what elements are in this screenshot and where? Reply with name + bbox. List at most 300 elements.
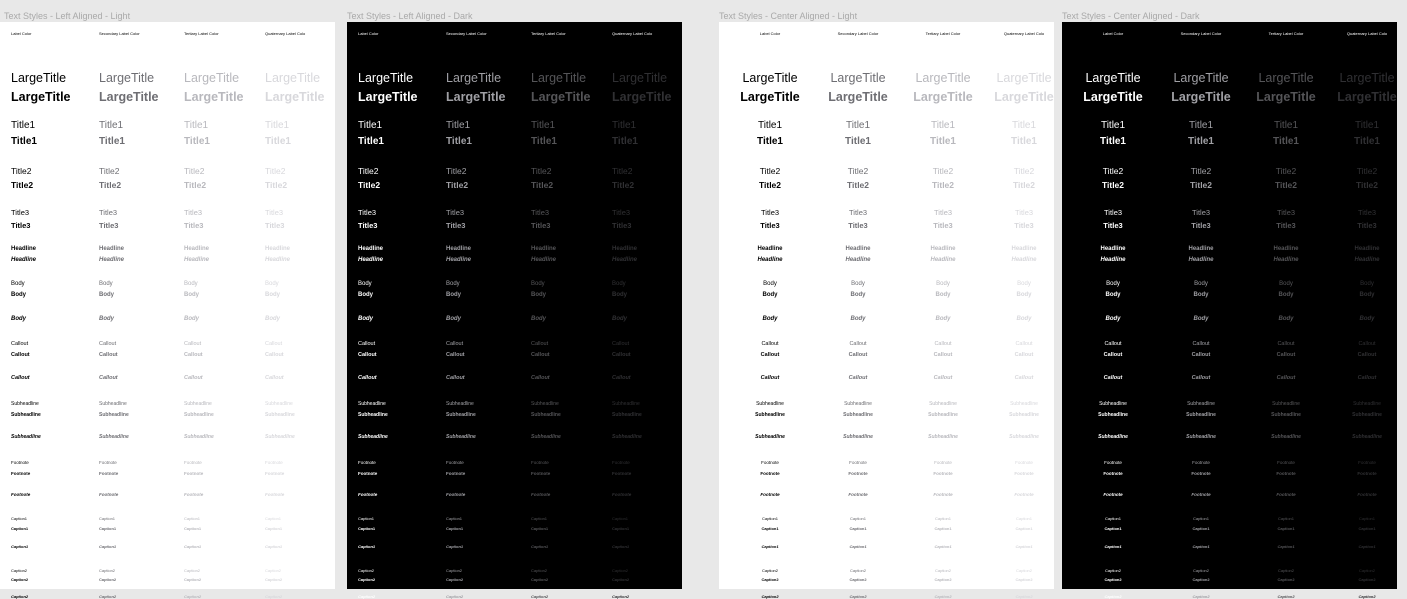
text-style-sample[interactable]: Footnote — [184, 492, 204, 497]
text-style-sample[interactable]: Subheadline — [11, 401, 39, 407]
text-style-sample[interactable]: Subheadline — [184, 401, 212, 407]
text-style-sample[interactable]: Title2 — [184, 180, 207, 190]
text-style-sample[interactable]: Title2 — [1356, 166, 1378, 176]
text-style-sample[interactable]: Subheadline — [358, 401, 386, 407]
text-style-sample[interactable]: Title1 — [531, 120, 556, 131]
text-style-sample[interactable]: Subheadline — [928, 412, 958, 418]
text-style-sample[interactable]: LargeTitle — [531, 90, 591, 104]
text-style-sample[interactable]: Footnote — [934, 460, 952, 465]
text-style-sample[interactable]: LargeTitle — [1171, 90, 1231, 104]
text-style-sample[interactable]: Title3 — [531, 221, 551, 230]
text-style-sample[interactable]: Callout — [1103, 352, 1123, 358]
text-style-sample[interactable]: Subheadline — [1353, 401, 1381, 407]
text-style-sample[interactable]: LargeTitle — [531, 71, 587, 85]
text-style-sample[interactable]: Title2 — [847, 166, 869, 176]
frame-title[interactable]: Text Styles - Left Aligned - Dark — [347, 11, 473, 21]
text-style-sample[interactable]: Subheadline — [929, 401, 957, 407]
text-style-sample[interactable]: Title1 — [184, 136, 210, 147]
text-style-sample[interactable]: Body — [531, 292, 546, 298]
text-style-sample[interactable]: Caption1 — [612, 544, 630, 549]
text-style-sample[interactable]: Caption1 — [1104, 516, 1121, 521]
text-style-sample[interactable]: Caption2 — [358, 577, 376, 582]
text-style-sample[interactable]: LargeTitle — [612, 90, 672, 104]
text-style-sample[interactable]: Footnote — [612, 471, 632, 476]
text-style-sample[interactable]: Subheadline — [1099, 401, 1127, 407]
text-style-sample[interactable]: Caption1 — [934, 544, 952, 549]
text-style-sample[interactable]: Body — [1106, 281, 1120, 287]
text-style-sample[interactable]: Callout — [1014, 352, 1034, 358]
text-style-sample[interactable]: Caption2 — [1192, 568, 1209, 573]
text-style-sample[interactable]: Caption2 — [612, 594, 630, 599]
text-style-sample[interactable]: Subheadline — [1098, 434, 1128, 440]
text-style-sample[interactable]: Caption1 — [1104, 544, 1122, 549]
text-style-sample[interactable]: Body — [1194, 281, 1208, 287]
text-style-sample[interactable]: Title1 — [358, 136, 384, 147]
text-style-sample[interactable]: Title2 — [1013, 166, 1035, 176]
text-style-sample[interactable]: Callout — [446, 341, 464, 347]
text-style-sample[interactable]: Headline — [1188, 257, 1214, 263]
text-style-sample[interactable]: LargeTitle — [265, 90, 325, 104]
text-style-sample[interactable]: Caption1 — [1192, 544, 1210, 549]
text-style-sample[interactable]: Callout — [265, 341, 283, 347]
text-style-sample[interactable]: Callout — [358, 352, 377, 358]
text-style-sample[interactable]: Caption1 — [1015, 526, 1033, 531]
text-style-sample[interactable]: Caption2 — [1015, 594, 1033, 599]
text-style-sample[interactable]: Title3 — [358, 221, 378, 230]
text-style-sample[interactable]: Subheadline — [755, 434, 785, 440]
text-style-sample[interactable]: Footnote — [612, 460, 630, 465]
text-style-sample[interactable]: LargeTitle — [265, 71, 321, 85]
text-style-sample[interactable]: Footnote — [760, 471, 780, 476]
text-style-sample[interactable]: Title2 — [446, 166, 467, 176]
text-style-sample[interactable]: Subheadline — [755, 412, 785, 418]
text-style-sample[interactable]: Callout — [848, 375, 868, 381]
text-style-sample[interactable]: Caption2 — [1277, 594, 1295, 599]
text-style-sample[interactable]: Footnote — [11, 471, 31, 476]
text-style-sample[interactable]: Footnote — [1358, 460, 1376, 465]
text-style-sample[interactable]: Callout — [11, 375, 30, 381]
text-style-sample[interactable]: Title2 — [846, 180, 870, 190]
text-style-sample[interactable]: LargeTitle — [1085, 71, 1141, 85]
text-style-sample[interactable]: LargeTitle — [994, 90, 1054, 104]
text-style-sample[interactable]: Caption1 — [446, 544, 464, 549]
text-style-sample[interactable]: LargeTitle — [184, 90, 244, 104]
frame-title[interactable]: Text Styles - Left Aligned - Light — [4, 11, 131, 21]
text-style-sample[interactable]: Body — [99, 292, 114, 298]
text-style-sample[interactable]: Subheadline — [928, 434, 958, 440]
text-style-sample[interactable]: Subheadline — [612, 434, 642, 440]
text-style-sample[interactable]: Body — [531, 281, 545, 287]
text-style-sample[interactable]: Subheadline — [1186, 412, 1216, 418]
text-style-sample[interactable]: Caption2 — [358, 594, 376, 599]
text-style-sample[interactable]: Caption1 — [99, 526, 117, 531]
text-style-sample[interactable]: Title2 — [265, 166, 286, 176]
text-style-sample[interactable]: Title3 — [184, 221, 204, 230]
text-style-sample[interactable]: Body — [1016, 316, 1032, 322]
text-style-sample[interactable]: Footnote — [1357, 492, 1377, 497]
text-style-sample[interactable]: Caption1 — [265, 544, 283, 549]
text-style-sample[interactable]: Callout — [1014, 375, 1034, 381]
text-style-sample[interactable]: Title1 — [612, 120, 637, 131]
text-style-sample[interactable]: Footnote — [358, 460, 376, 465]
text-style-sample[interactable]: Footnote — [184, 460, 202, 465]
text-style-sample[interactable]: Body — [1016, 292, 1032, 298]
frame-text-styles-left-aligned-light[interactable] — [0, 22, 335, 599]
text-style-sample[interactable]: Body — [446, 281, 460, 287]
text-style-sample[interactable]: Body — [11, 281, 25, 287]
text-style-sample[interactable]: Title3 — [1357, 221, 1377, 230]
text-style-sample[interactable]: Caption1 — [761, 544, 779, 549]
text-style-sample[interactable]: LargeTitle — [828, 90, 888, 104]
text-style-sample[interactable]: Subheadline — [358, 434, 388, 440]
text-style-sample[interactable]: Title3 — [1191, 221, 1211, 230]
text-style-sample[interactable]: Body — [1278, 292, 1294, 298]
text-style-sample[interactable]: LargeTitle — [830, 71, 886, 85]
text-style-sample[interactable]: Callout — [99, 341, 117, 347]
text-style-sample[interactable]: Body — [1105, 316, 1121, 322]
text-style-sample[interactable]: Subheadline — [531, 412, 561, 418]
text-style-sample[interactable]: Title2 — [1190, 166, 1212, 176]
text-style-sample[interactable]: Callout — [11, 341, 29, 347]
text-style-sample[interactable]: Title3 — [11, 221, 31, 230]
text-style-sample[interactable]: Headline — [265, 257, 291, 263]
text-style-sample[interactable]: Body — [184, 316, 199, 322]
text-style-sample[interactable]: Caption1 — [849, 526, 867, 531]
text-style-sample[interactable]: Callout — [1191, 352, 1211, 358]
text-style-sample[interactable]: Headline — [1100, 246, 1126, 252]
text-style-sample[interactable]: LargeTitle — [913, 90, 973, 104]
text-style-sample[interactable]: Title1 — [184, 120, 209, 131]
text-style-sample[interactable]: Subheadline — [99, 412, 129, 418]
text-style-sample[interactable]: Footnote — [531, 492, 551, 497]
text-style-sample[interactable]: Footnote — [760, 492, 780, 497]
text-style-sample[interactable]: Title3 — [612, 221, 632, 230]
text-style-sample[interactable]: LargeTitle — [446, 71, 502, 85]
text-style-sample[interactable]: Title1 — [930, 136, 956, 147]
text-style-sample[interactable]: Caption2 — [934, 577, 952, 582]
text-style-sample[interactable]: Subheadline — [11, 434, 41, 440]
text-style-sample[interactable]: Title3 — [265, 221, 285, 230]
text-style-sample[interactable]: Headline — [531, 257, 557, 263]
text-style-sample[interactable]: Subheadline — [446, 412, 476, 418]
text-style-sample[interactable]: Headline — [265, 246, 291, 252]
text-style-sample[interactable]: Body — [1193, 292, 1209, 298]
text-style-sample[interactable]: Caption2 — [531, 594, 549, 599]
text-style-sample[interactable]: Headline — [612, 246, 638, 252]
text-style-sample[interactable]: Title2 — [1274, 180, 1298, 190]
text-style-sample[interactable]: Body — [358, 292, 373, 298]
text-style-sample[interactable]: Title2 — [99, 166, 120, 176]
text-style-sample[interactable]: Caption1 — [612, 516, 629, 521]
text-style-sample[interactable]: Title3 — [1191, 208, 1211, 217]
text-style-sample[interactable]: Body — [612, 281, 626, 287]
frame-text-styles-left-aligned-dark[interactable] — [347, 22, 682, 599]
text-style-sample[interactable]: Caption2 — [99, 577, 117, 582]
text-style-sample[interactable]: Footnote — [1191, 492, 1211, 497]
text-style-sample[interactable]: Caption1 — [358, 516, 375, 521]
text-style-sample[interactable]: Headline — [358, 246, 384, 252]
frame-text-styles-center-aligned-light[interactable] — [719, 22, 1054, 599]
text-style-sample[interactable]: Caption2 — [1192, 594, 1210, 599]
text-style-sample[interactable]: Title2 — [358, 180, 381, 190]
text-style-sample[interactable]: Headline — [11, 257, 37, 263]
text-style-sample[interactable]: Footnote — [99, 460, 117, 465]
text-style-sample[interactable]: Headline — [446, 246, 472, 252]
text-style-sample[interactable]: Caption2 — [1192, 577, 1210, 582]
text-style-sample[interactable]: Headline — [358, 257, 384, 263]
text-style-sample[interactable]: Title2 — [11, 166, 32, 176]
text-style-sample[interactable]: Subheadline — [265, 434, 295, 440]
text-style-sample[interactable]: Subheadline — [531, 434, 561, 440]
text-style-sample[interactable]: Caption2 — [761, 568, 778, 573]
text-style-sample[interactable]: Headline — [1011, 257, 1037, 263]
text-style-sample[interactable]: Caption2 — [1104, 568, 1121, 573]
text-style-sample[interactable]: Title1 — [1100, 120, 1126, 131]
text-style-sample[interactable]: Title3 — [446, 221, 466, 230]
text-style-sample[interactable]: Body — [935, 316, 951, 322]
text-style-sample[interactable]: Caption1 — [1015, 516, 1032, 521]
text-style-sample[interactable]: Caption1 — [184, 544, 202, 549]
text-style-sample[interactable]: Title2 — [265, 180, 288, 190]
text-style-sample[interactable]: Title2 — [11, 180, 34, 190]
text-style-sample[interactable]: Title3 — [1103, 221, 1123, 230]
text-style-sample[interactable]: Headline — [1354, 257, 1380, 263]
text-style-sample[interactable]: Footnote — [849, 460, 867, 465]
text-style-sample[interactable]: Callout — [760, 352, 780, 358]
text-style-sample[interactable]: Title1 — [612, 136, 638, 147]
text-style-sample[interactable]: Footnote — [848, 492, 868, 497]
text-style-sample[interactable]: Caption1 — [446, 516, 463, 521]
text-style-sample[interactable]: Callout — [1191, 375, 1211, 381]
text-style-sample[interactable]: Subheadline — [184, 434, 214, 440]
text-style-sample[interactable]: Title3 — [1276, 221, 1296, 230]
text-style-sample[interactable]: Caption1 — [1192, 516, 1209, 521]
text-style-sample[interactable]: Callout — [760, 375, 780, 381]
text-style-sample[interactable]: Caption1 — [1104, 526, 1122, 531]
text-style-sample[interactable]: Title3 — [848, 208, 868, 217]
text-style-sample[interactable]: Caption1 — [446, 526, 464, 531]
text-style-sample[interactable]: Body — [99, 316, 114, 322]
text-style-sample[interactable]: LargeTitle — [99, 71, 155, 85]
text-style-sample[interactable]: Title2 — [358, 166, 379, 176]
text-style-sample[interactable]: Caption2 — [265, 594, 283, 599]
text-style-sample[interactable]: Callout — [184, 375, 203, 381]
text-style-sample[interactable]: LargeTitle — [1083, 90, 1143, 104]
text-style-sample[interactable]: Caption2 — [849, 577, 867, 582]
text-style-sample[interactable]: Title2 — [758, 180, 782, 190]
text-style-sample[interactable]: Subheadline — [1272, 401, 1300, 407]
text-style-sample[interactable]: Caption2 — [265, 577, 283, 582]
text-style-sample[interactable]: Body — [1193, 316, 1209, 322]
text-style-sample[interactable]: Subheadline — [843, 412, 873, 418]
text-style-sample[interactable]: Caption1 — [1358, 544, 1376, 549]
text-style-sample[interactable]: Caption1 — [358, 526, 376, 531]
text-style-sample[interactable]: Title3 — [1014, 221, 1034, 230]
text-style-sample[interactable]: Body — [762, 316, 778, 322]
text-style-sample[interactable]: Body — [1359, 316, 1375, 322]
text-style-sample[interactable]: Title2 — [446, 180, 469, 190]
text-style-sample[interactable]: LargeTitle — [11, 71, 67, 85]
text-style-sample[interactable]: Caption2 — [184, 577, 202, 582]
text-style-sample[interactable]: Body — [1360, 281, 1374, 287]
text-style-sample[interactable]: Title3 — [1103, 208, 1123, 217]
text-style-sample[interactable]: Caption2 — [1277, 577, 1295, 582]
text-style-sample[interactable]: Caption1 — [11, 544, 29, 549]
text-style-sample[interactable]: Title3 — [760, 221, 780, 230]
frame-title[interactable]: Text Styles - Center Aligned - Dark — [1062, 11, 1200, 21]
text-style-sample[interactable]: Caption2 — [446, 577, 464, 582]
text-style-sample[interactable]: Footnote — [446, 471, 466, 476]
text-style-sample[interactable]: Callout — [1103, 375, 1123, 381]
text-style-sample[interactable]: Caption2 — [761, 577, 779, 582]
text-style-sample[interactable]: Subheadline — [265, 412, 295, 418]
text-style-sample[interactable]: Title1 — [358, 120, 383, 131]
text-style-sample[interactable]: Title3 — [848, 221, 868, 230]
text-style-sample[interactable]: Caption1 — [184, 526, 202, 531]
text-style-sample[interactable]: Footnote — [1014, 471, 1034, 476]
frame-text-styles-center-aligned-dark[interactable] — [1062, 22, 1397, 599]
text-style-sample[interactable]: Caption1 — [99, 516, 116, 521]
text-style-sample[interactable]: LargeTitle — [358, 71, 414, 85]
text-style-sample[interactable]: Callout — [612, 375, 631, 381]
text-style-sample[interactable]: Headline — [11, 246, 37, 252]
text-style-sample[interactable]: Callout — [531, 375, 550, 381]
text-style-sample[interactable]: Callout — [358, 341, 376, 347]
text-style-sample[interactable]: Body — [99, 281, 113, 287]
text-style-sample[interactable]: Title1 — [757, 136, 783, 147]
text-style-sample[interactable]: Title1 — [99, 120, 124, 131]
text-style-sample[interactable]: Title2 — [1189, 180, 1213, 190]
text-style-sample[interactable]: Title1 — [446, 120, 471, 131]
text-style-sample[interactable]: Subheadline — [1271, 412, 1301, 418]
text-style-sample[interactable]: Callout — [99, 352, 118, 358]
text-style-sample[interactable]: Headline — [184, 257, 210, 263]
text-style-sample[interactable]: Callout — [99, 375, 118, 381]
text-style-sample[interactable]: Caption1 — [1192, 526, 1210, 531]
text-style-sample[interactable]: Callout — [184, 352, 203, 358]
text-style-sample[interactable]: Title3 — [446, 208, 465, 217]
text-style-sample[interactable]: Headline — [1273, 257, 1299, 263]
text-style-sample[interactable]: Title2 — [759, 166, 781, 176]
text-style-sample[interactable]: Title2 — [1102, 166, 1124, 176]
text-style-sample[interactable]: Caption1 — [849, 516, 866, 521]
text-style-sample[interactable]: Headline — [845, 257, 871, 263]
text-style-sample[interactable]: LargeTitle — [1258, 71, 1314, 85]
text-style-sample[interactable]: Callout — [849, 341, 867, 347]
text-style-sample[interactable]: Title1 — [1354, 120, 1380, 131]
text-style-sample[interactable]: Caption1 — [1277, 516, 1294, 521]
text-style-sample[interactable]: LargeTitle — [1256, 90, 1316, 104]
text-style-sample[interactable]: Subheadline — [1009, 434, 1039, 440]
text-style-sample[interactable]: Headline — [930, 257, 956, 263]
text-style-sample[interactable]: Title3 — [1276, 208, 1296, 217]
text-style-sample[interactable]: Callout — [265, 352, 284, 358]
text-style-sample[interactable]: Title3 — [184, 208, 203, 217]
text-style-sample[interactable]: Caption1 — [761, 526, 779, 531]
text-style-sample[interactable]: Caption1 — [761, 516, 778, 521]
text-style-sample[interactable]: Title1 — [11, 120, 36, 131]
text-style-sample[interactable]: Title1 — [1188, 120, 1214, 131]
text-style-sample[interactable]: Subheadline — [1186, 434, 1216, 440]
text-style-sample[interactable]: Caption2 — [184, 568, 201, 573]
text-style-sample[interactable]: Title1 — [99, 136, 125, 147]
text-style-sample[interactable]: LargeTitle — [446, 90, 506, 104]
text-style-sample[interactable]: Subheadline — [184, 412, 214, 418]
text-style-sample[interactable]: Footnote — [1276, 492, 1296, 497]
text-style-sample[interactable]: LargeTitle — [740, 90, 800, 104]
text-style-sample[interactable]: Title1 — [265, 136, 291, 147]
text-style-sample[interactable]: Callout — [1357, 352, 1377, 358]
text-style-sample[interactable]: Caption1 — [1358, 526, 1376, 531]
text-style-sample[interactable]: Footnote — [358, 492, 378, 497]
frame-title[interactable]: Text Styles - Center Aligned - Light — [719, 11, 858, 21]
text-style-sample[interactable]: Caption1 — [358, 544, 376, 549]
text-style-sample[interactable]: Footnote — [11, 460, 29, 465]
text-style-sample[interactable]: Subheadline — [446, 434, 476, 440]
text-style-sample[interactable]: Footnote — [99, 471, 119, 476]
text-style-sample[interactable]: Caption1 — [531, 516, 548, 521]
text-style-sample[interactable]: Caption2 — [11, 577, 29, 582]
text-style-sample[interactable]: Caption2 — [761, 594, 779, 599]
text-style-sample[interactable]: Footnote — [1191, 471, 1211, 476]
text-style-sample[interactable]: Caption1 — [531, 526, 549, 531]
text-style-sample[interactable]: Caption2 — [11, 568, 28, 573]
text-style-sample[interactable]: Footnote — [1104, 460, 1122, 465]
text-style-sample[interactable]: Callout — [1357, 375, 1377, 381]
text-style-sample[interactable]: Caption2 — [358, 568, 375, 573]
text-style-sample[interactable]: Body — [11, 316, 26, 322]
text-style-sample[interactable]: Caption1 — [11, 526, 29, 531]
text-style-sample[interactable]: Callout — [531, 341, 549, 347]
text-style-sample[interactable]: Subheadline — [612, 412, 642, 418]
text-style-sample[interactable]: Footnote — [184, 471, 204, 476]
text-style-sample[interactable]: Title2 — [1355, 180, 1379, 190]
text-style-sample[interactable]: Callout — [934, 341, 952, 347]
text-style-sample[interactable]: Title3 — [933, 208, 953, 217]
text-style-sample[interactable]: Headline — [757, 246, 783, 252]
text-style-sample[interactable]: Title1 — [446, 136, 472, 147]
text-style-sample[interactable]: Footnote — [933, 471, 953, 476]
text-style-sample[interactable]: Footnote — [265, 492, 285, 497]
text-style-sample[interactable]: Headline — [446, 257, 472, 263]
text-style-sample[interactable]: Title3 — [1014, 208, 1034, 217]
text-style-sample[interactable]: LargeTitle — [1337, 90, 1397, 104]
text-style-sample[interactable]: Callout — [1358, 341, 1376, 347]
text-style-sample[interactable]: Callout — [11, 352, 30, 358]
text-style-sample[interactable]: Footnote — [265, 460, 283, 465]
text-style-sample[interactable]: Body — [1105, 292, 1121, 298]
text-style-sample[interactable]: Subheadline — [531, 401, 559, 407]
text-style-sample[interactable]: LargeTitle — [996, 71, 1052, 85]
text-style-sample[interactable]: LargeTitle — [99, 90, 159, 104]
text-style-sample[interactable]: Title1 — [930, 120, 956, 131]
text-style-sample[interactable]: Callout — [612, 352, 631, 358]
text-style-sample[interactable]: Title3 — [11, 208, 30, 217]
text-style-sample[interactable]: Title1 — [1100, 136, 1126, 147]
text-style-sample[interactable]: Title3 — [760, 208, 780, 217]
text-style-sample[interactable]: Body — [446, 292, 461, 298]
text-style-sample[interactable]: Subheadline — [756, 401, 784, 407]
text-style-sample[interactable]: Caption2 — [184, 594, 202, 599]
text-style-sample[interactable]: Title3 — [265, 208, 284, 217]
text-style-sample[interactable]: Caption2 — [1358, 568, 1375, 573]
text-style-sample[interactable]: Caption2 — [849, 568, 866, 573]
text-style-sample[interactable]: Footnote — [1357, 471, 1377, 476]
text-style-sample[interactable]: Caption2 — [531, 568, 548, 573]
text-style-sample[interactable]: Title3 — [933, 221, 953, 230]
text-style-sample[interactable]: Caption1 — [1358, 516, 1375, 521]
text-style-sample[interactable]: Body — [763, 281, 777, 287]
